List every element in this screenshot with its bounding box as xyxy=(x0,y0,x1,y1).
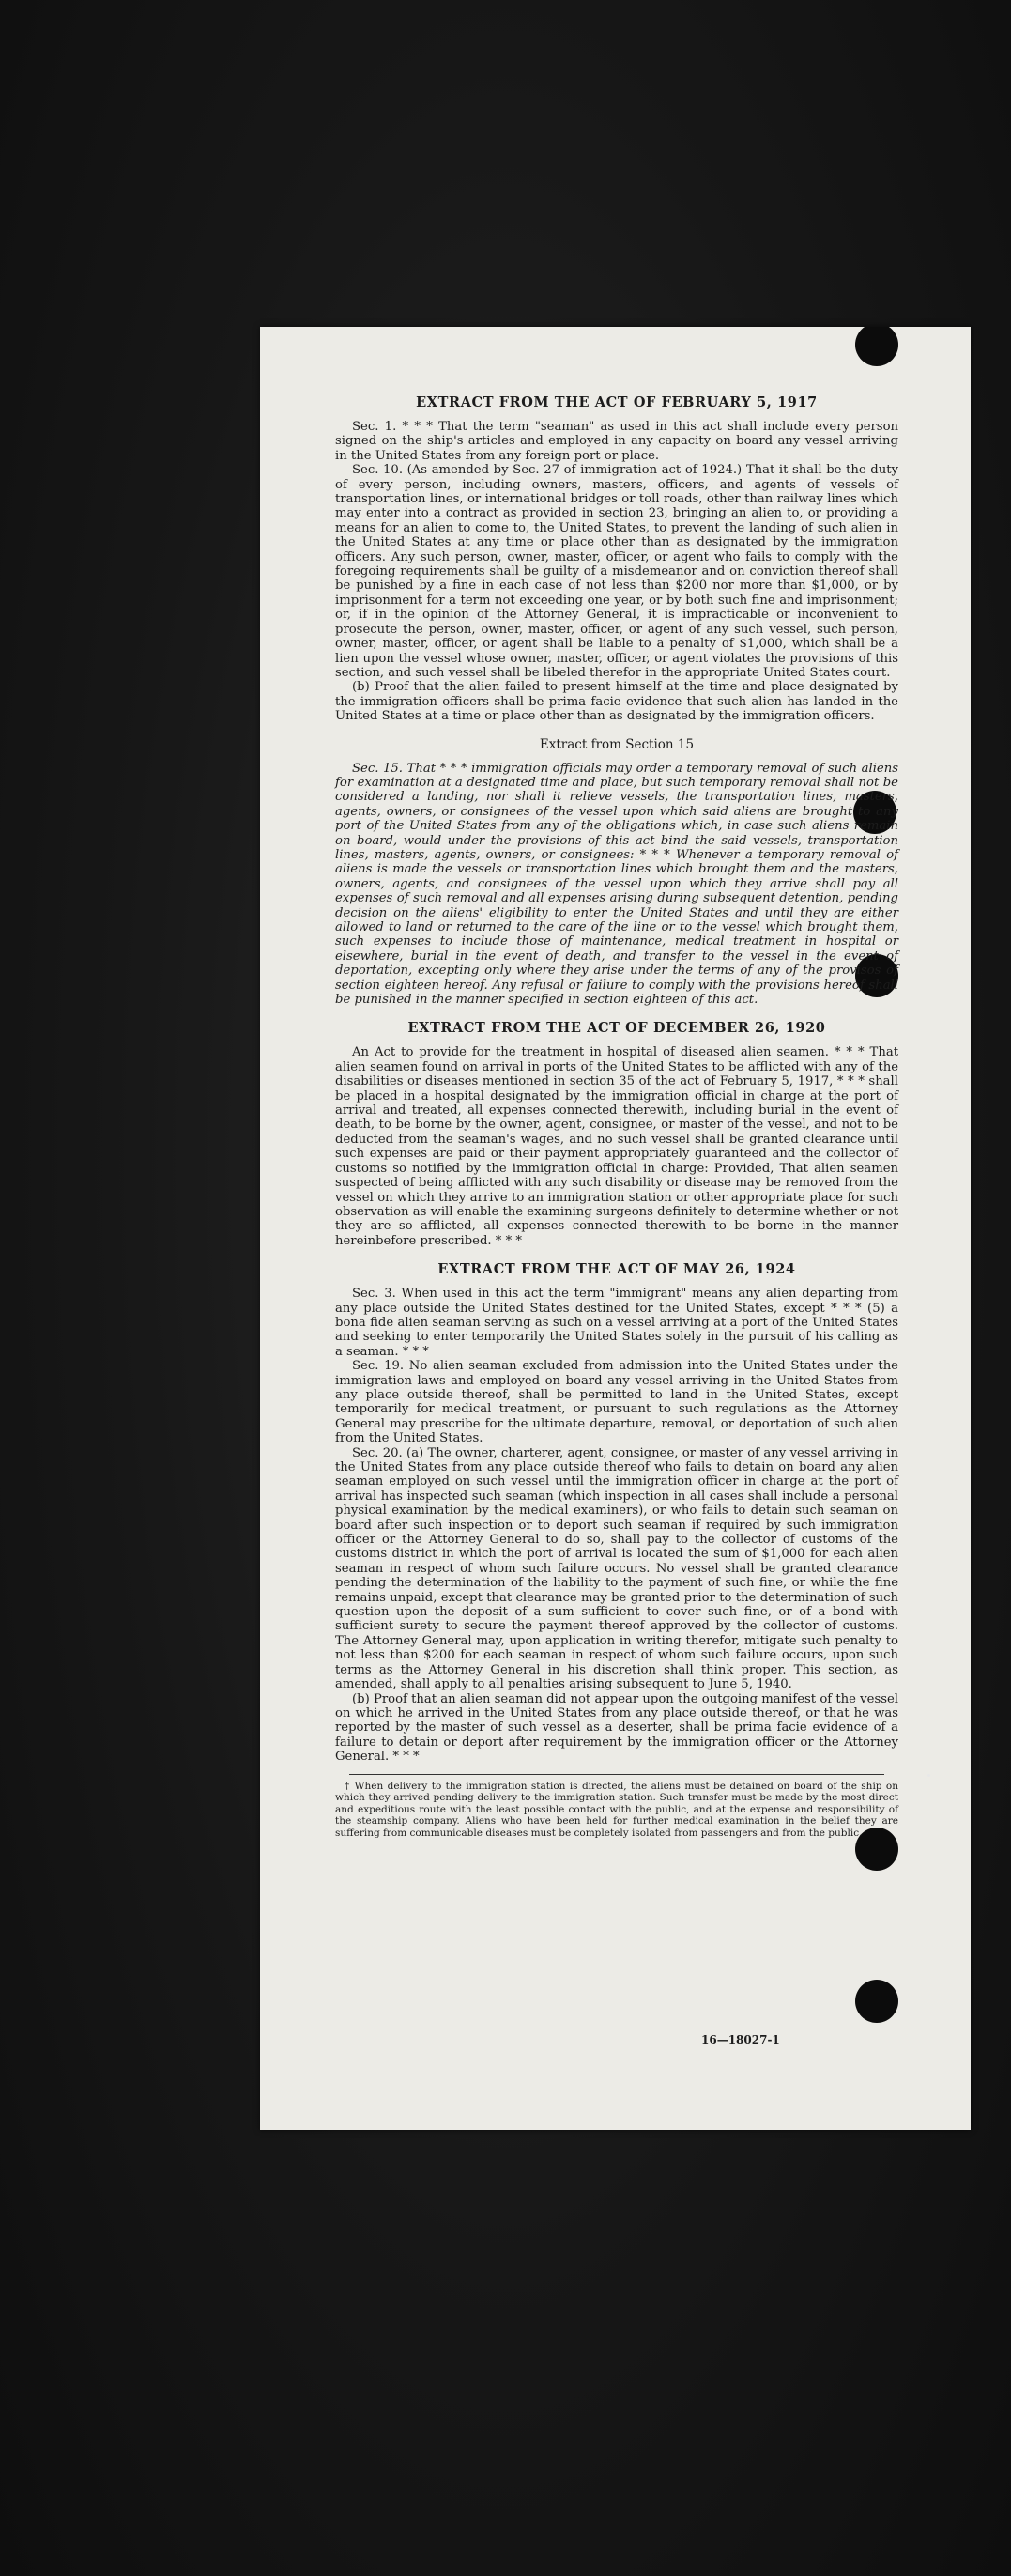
paragraph-sec-19: Sec. 19. No alien seaman excluded from admission into the United States under the immigration laws and employed on board any vessel arriving in the United States from any place outside thereof, shall be permitted to land in the United States, except temporarily for medical treatment, or pursuant to such regulations as the Attorney General may prescribe for the ultimate departure, removal, or deportation of such alien from the United States. xyxy=(335,1359,898,1446)
paragraph-sec-1: Sec. 1. * * * That the term "seaman" as used in this act shall include every person signed on the ship's articles and employed in any capacity on board any vessel arriving in the United States from any foreign port or place. xyxy=(335,420,898,463)
scan-speck xyxy=(927,1774,930,1777)
footnote: † When delivery to the immigration station is directed, the aliens must be detained on board of the ship on which they arrived pending delivery to the immigration station. Such transfer must be made by the most direct and expeditious route with the least possible contact with the public, and at the expense and responsibility of the steamship company. Aliens who have been held for further medical examination in the belief they are suffering from communicable diseases must be completely isolated from passengers and from the public. xyxy=(335,1780,898,1839)
paragraph-sec-10b: (b) Proof that the alien failed to present himself at the time and place designated by the immigration officers shall be prima facie evidence that such alien has landed in the United States at a time or place other than as designated by the immigration officers. xyxy=(335,680,898,724)
paragraph-sec-15: Sec. 15. That * * * immigration officials may order a temporary removal of such aliens for examination at a designated time and place, but such temporary removal shall not be considered a landing, nor shall it relieve vessels, the transportation lines, masters, agents, owners, or consignees of the vessel upon which said aliens are brought to any port of the United States from any of the obligations which, in case such aliens remain on board, would under the provisions of this act bind the said vessels, transportation lines, masters, agents, owners, or consignees: * * * Whenever a temporary removal of aliens is made the vessels or transportation lines which brought them and the masters, owners, agents, and consignees of the vessel upon which they arrive shall pay all expenses of such removal and all expenses arising during subsequent detention, pending decision on the aliens' eligibility to enter the United States and until they are either allowed to land or returned to the care of the line or to the vessel which brought them, such expenses to include those of maintenance, medical treatment in hospital or elsewhere, burial in the event of death, and transfer to the vessel in the event of deportation, excepting only where they arise under the terms of any of the provisos of section eighteen hereof. Any refusal or failure to comply with the provisions hereof shall be punished in the manner specified in section eighteen of this act. xyxy=(335,761,898,1008)
document-body xyxy=(335,394,898,1839)
heading-act-1920: EXTRACT FROM THE ACT OF DECEMBER 26, 1920 xyxy=(407,1020,826,1037)
heading-act-1917: EXTRACT FROM THE ACT OF FEBRUARY 5, 1917 xyxy=(416,394,818,410)
footnote-divider xyxy=(349,1774,884,1775)
punch-hole xyxy=(855,1980,898,2023)
paragraph-sec-20b: (b) Proof that an alien seaman did not appear upon the outgoing manifest of the vessel on which he arrived in the United States from any place outside thereof, or that he was reported by the master of such vessel as a deserter, shall be prima facie evidence of a failure to detain or deport after requirement by the immigration officer or the Attorney General. * * * xyxy=(335,1691,898,1765)
subheading-section-15: Extract from Section 15 xyxy=(539,736,695,752)
paragraph-act-1920: An Act to provide for the treatment in hospital of diseased alien seamen. * * * That alien seamen found on arrival in ports of the United States to be afflicted with any of the disabilities or diseases mentioned in section 35 of the act of February 5, 1917, * * * shall be placed in a hospital designated by the immigration official in charge at the port of arrival and treated, all expenses connected therewith, including burial in the event of death, to be borne by the owner, agent, consignee, or master of the vessel, and not to be deducted from the seaman's wages, and no such vessel shall be granted clearance until such expenses are paid or their payment appropriately guaranteed and the collector of customs so notified by the immigration official in charge: Provided, That alien seamen suspected of being afflicted with any such disability or disease may be removed from the vessel on which they arrive to an immigration station or other appropriate place for such observation as will enable the examining surgeons definitely to determine whether or not they are so afflicted, all expenses connected therewith to be borne in the manner hereinbefore prescribed. * * * xyxy=(335,1045,898,1248)
heading-act-1924: EXTRACT FROM THE ACT OF MAY 26, 1924 xyxy=(437,1261,796,1278)
form-number: 16—18027-1 xyxy=(701,2033,780,2046)
paragraph-sec-20a: Sec. 20. (a) The owner, charterer, agent, consignee, or master of any vessel arriving in the United States from any place outside thereof who fails to detain on board any alien seaman employed on such vessel until the immigration officer in charge at the port of arrival has inspected such seaman (which inspection in all cases shall include a personal physical examination by the medical examiners), or who fails to detain such seaman on board after such inspection or to deport such seaman if required by such immigration officer or the Attorney General to do so, shall pay to the collector of customs of the customs district in which the port of arrival is located the sum of $1,000 for each alien seaman in respect of whom such failure occurs. No vessel shall be granted clearance pending the determination of the liability to the payment of such fine, or while the fine remains unpaid, except that clearance may be granted prior to the determination of such question upon the deposit of a sum sufficient to cover such fine, or of a bond with sufficient surety to secure the payment thereof approved by the collector of customs. The Attorney General may, upon application in writing therefor, mitigate such penalty to not less than $200 for each seaman in respect of whom such failure occurs, upon such terms as the Attorney General in his discretion shall think proper. This section, as amended, shall apply to all penalties arising subsequent to June 5, 1940. xyxy=(335,1445,898,1692)
paragraph-sec-10: Sec. 10. (As amended by Sec. 27 of immigration act of 1924.) That it shall be the duty of every person, including owners, masters, officers, and agents of vessels of transportation lines, or international bridges or toll roads, other than railway lines which may enter into a contract as provided in section 23, bringing an alien to, or providing a means for an alien to come to, the United States, to prevent the landing of such alien in the United States at any time or place other than as designated by the immigration officers. Any such person, owner, master, officer, or agent who fails to comply with the foregoing requirements shall be guilty of a misdemeanor and on conviction thereof shall be punished by a fine in each case of not less than $200 nor more than $1,000, or by imprisonment for a term not exceeding one year, or by both such fine and imprisonment; or, if in the opinion of the Attorney General, it is impracticable or inconvenient to prosecute the person, owner, master, officer, or agent of any such vessel, such person, owner, master, officer, or agent shall be liable to a penalty of $1,000, which shall be a lien upon the vessel whose owner, master, officer, or agent violates the provisions of this section, and such vessel shall be libeled therefor in the appropriate United States court. xyxy=(335,463,898,680)
paragraph-sec-3: Sec. 3. When used in this act the term "immigrant" means any alien departing from any place outside the United States destined for the United States, except * * * (5) a bona fide alien seaman serving as such on a vessel arriving at a port of the United States and seeking to enter temporarily the United States solely in the pursuit of his calling as a seaman. * * * xyxy=(335,1287,898,1359)
punch-hole xyxy=(855,327,898,366)
document-page xyxy=(260,327,971,2130)
